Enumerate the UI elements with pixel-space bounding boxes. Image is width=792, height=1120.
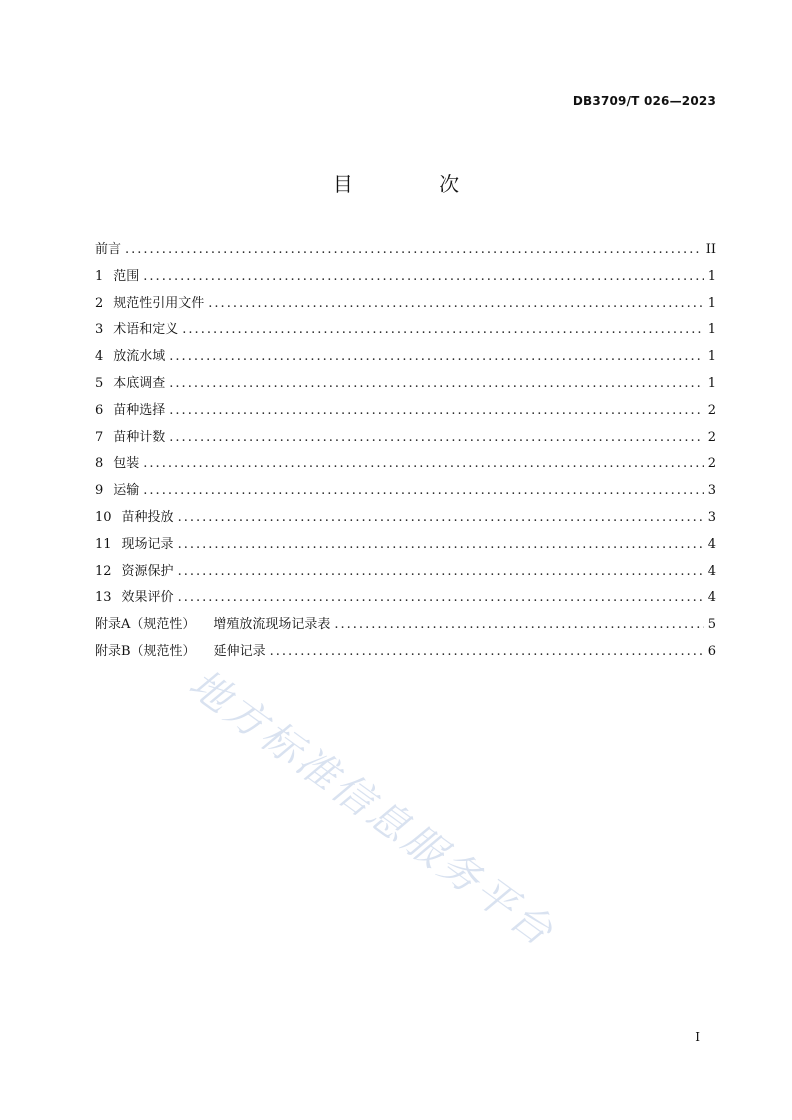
toc-leader-dots <box>208 296 703 311</box>
toc-entry-number: 12 <box>95 563 112 579</box>
toc-entry-label: 放流水域 <box>113 349 166 365</box>
toc-entry-label: 术语和定义 <box>113 322 179 338</box>
toc-entry-label: 苗种选择 <box>113 402 166 418</box>
toc-entry-seed-release[interactable] <box>95 506 716 533</box>
toc-entry-label: 规范性引用文件 <box>113 295 205 311</box>
toc-leader-dots <box>143 456 703 471</box>
toc-entry-resource-protection[interactable] <box>95 560 716 587</box>
page-number: I <box>695 1030 700 1044</box>
toc-entry-label: 范围 <box>113 268 140 284</box>
toc-entry-page: 1 <box>707 322 716 338</box>
toc-entry-transport[interactable] <box>95 479 716 506</box>
toc-entry-number: 13 <box>95 590 112 606</box>
toc-leader-dots <box>178 564 704 579</box>
table-of-contents <box>95 238 716 667</box>
watermark-text: 地方标准信息服务平台 <box>180 660 564 957</box>
toc-leader-dots <box>169 349 703 364</box>
toc-entry-terms[interactable] <box>95 318 716 345</box>
toc-entry-page: 3 <box>707 483 716 499</box>
toc-entry-field-record[interactable] <box>95 533 716 560</box>
toc-entry-label: 苗种投放 <box>121 509 174 525</box>
toc-entry-label: 现场记录 <box>121 536 174 552</box>
toc-leader-dots <box>178 510 704 525</box>
toc-entry-appendix-a[interactable] <box>95 613 716 640</box>
toc-leader-dots <box>178 590 704 605</box>
toc-leader-dots <box>182 322 703 337</box>
toc-leader-dots <box>334 617 703 632</box>
toc-entry-number: 4 <box>95 349 104 365</box>
toc-entry-number: 1 <box>95 268 104 284</box>
toc-entry-page: 4 <box>707 590 716 606</box>
toc-entry-scope[interactable] <box>95 265 716 292</box>
toc-entry-page: 1 <box>707 268 716 284</box>
toc-entry-foreword[interactable] <box>95 238 716 265</box>
toc-entry-label: 包装 <box>113 456 140 472</box>
toc-entry-page: 6 <box>707 643 716 659</box>
toc-entry-page: 1 <box>707 295 716 311</box>
toc-entry-label: 本底调查 <box>113 375 166 391</box>
toc-entry-page: 4 <box>707 563 716 579</box>
toc-entry-number: 10 <box>95 509 112 525</box>
toc-leader-dots <box>169 376 703 391</box>
toc-entry-page: 4 <box>707 536 716 552</box>
toc-entry-number: 5 <box>95 375 104 391</box>
toc-leader-dots <box>270 644 704 659</box>
toc-entry-number: 附录A（规范性） <box>95 617 196 633</box>
toc-entry-number: 6 <box>95 402 104 418</box>
toc-entry-packaging[interactable] <box>95 452 716 479</box>
toc-leader-dots <box>169 403 703 418</box>
toc-entry-number: 3 <box>95 322 104 338</box>
toc-entry-number: 附录B（规范性） <box>95 643 196 659</box>
page-title: 目 次 <box>332 172 500 196</box>
toc-entry-label: 增殖放流现场记录表 <box>213 617 331 633</box>
toc-entry-page: 1 <box>707 375 716 391</box>
toc-entry-baseline-survey[interactable] <box>95 372 716 399</box>
toc-leader-dots <box>125 242 702 257</box>
toc-entry-page: 1 <box>707 349 716 365</box>
standard-code: DB3709/T 026—2023 <box>572 94 716 108</box>
toc-entry-page: II <box>705 242 716 257</box>
toc-entry-appendix-b[interactable] <box>95 640 716 667</box>
toc-leader-dots <box>143 483 703 498</box>
toc-entry-page: 2 <box>707 456 716 472</box>
toc-entry-number: 9 <box>95 483 104 499</box>
toc-entry-label: 苗种计数 <box>113 429 166 445</box>
toc-entry-label: 前言 <box>95 242 122 257</box>
toc-entry-release-waters[interactable] <box>95 345 716 372</box>
toc-entry-evaluation[interactable] <box>95 586 716 613</box>
toc-entry-page: 2 <box>707 429 716 445</box>
toc-entry-label: 延伸记录 <box>213 643 266 659</box>
toc-entry-number: 7 <box>95 429 104 445</box>
toc-entry-label: 运输 <box>113 483 140 499</box>
toc-entry-number: 8 <box>95 456 104 472</box>
toc-entry-page: 5 <box>707 617 716 633</box>
toc-leader-dots <box>169 430 703 445</box>
toc-entry-seed-counting[interactable] <box>95 426 716 453</box>
toc-leader-dots <box>143 269 703 284</box>
toc-entry-page: 3 <box>707 509 716 525</box>
toc-entry-label: 资源保护 <box>121 563 174 579</box>
toc-entry-number: 2 <box>95 295 104 311</box>
toc-leader-dots <box>178 537 704 552</box>
toc-entry-number: 11 <box>95 536 112 552</box>
toc-entry-label: 效果评价 <box>121 590 174 606</box>
toc-entry-normative-references[interactable] <box>95 292 716 319</box>
toc-entry-page: 2 <box>707 402 716 418</box>
toc-entry-seed-selection[interactable] <box>95 399 716 426</box>
